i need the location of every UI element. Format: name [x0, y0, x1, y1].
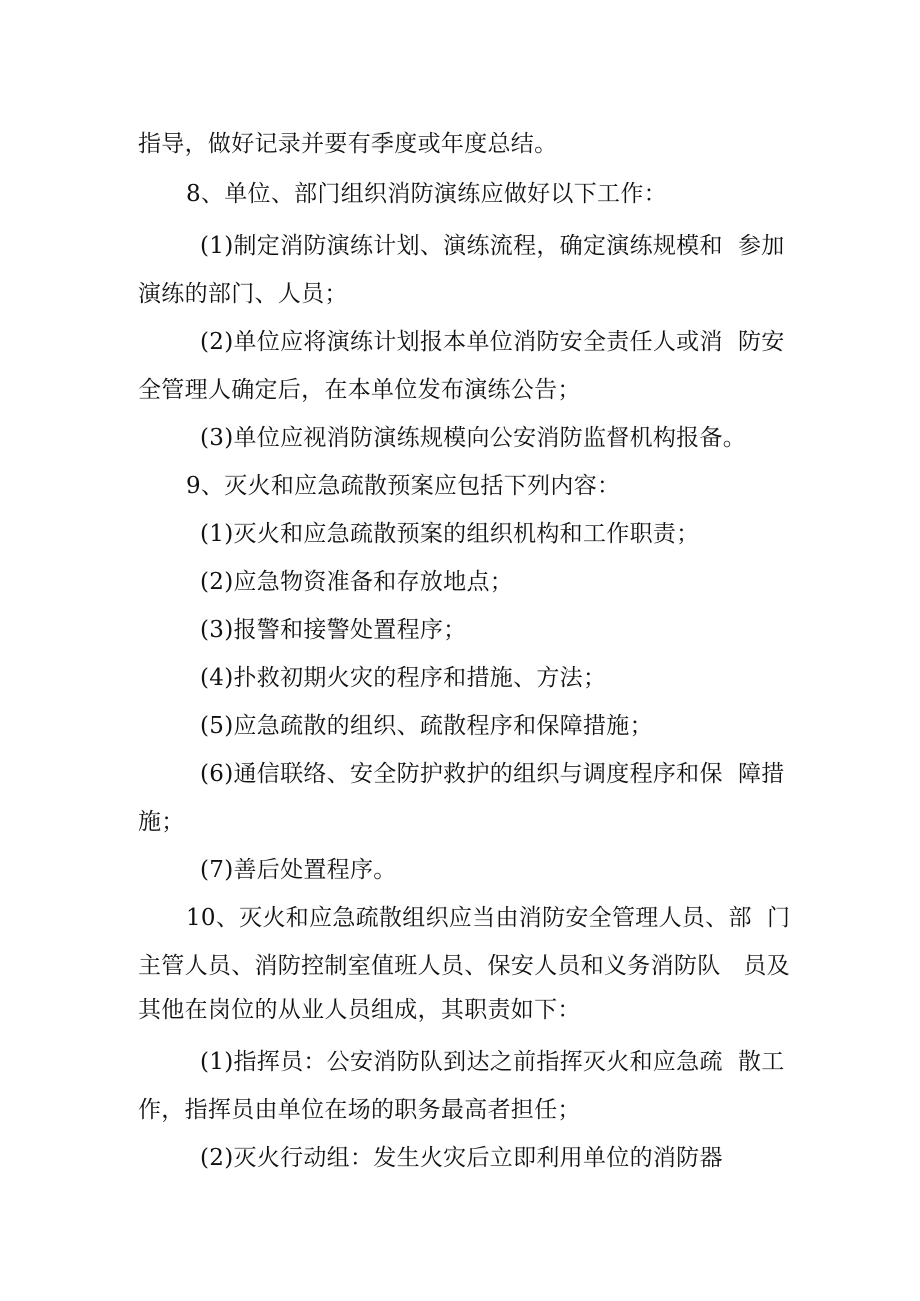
text-line-9: (1)灭火和应急疏散预案的组织机构和工作职责；	[200, 521, 700, 547]
text-line-18: 主管人员、消防控制室值班人员、保安人员和义务消防队 员及	[138, 953, 790, 979]
text-line-13: (5)应急疏散的组织、疏散程序和保障措施；	[200, 713, 653, 739]
text-line-7: (3)单位应视消防演练规模向公安消防监督机构报备。	[200, 425, 747, 451]
text-line-16: (7)善后处置程序。	[200, 857, 397, 883]
text-line-6: 全管理人确定后，在本单位发布演练公告；	[138, 377, 581, 403]
text-line-3: (1)制定消防演练计划、演练流程，确定演练规模和 参加	[200, 233, 785, 259]
text-line-19: 其他在岗位的从业人员组成，其职责如下：	[138, 997, 581, 1023]
text-line-11: (3)报警和接警处置程序；	[200, 617, 467, 643]
text-line-2: 8、单位、部门组织消防演练应做好以下工作：	[186, 181, 667, 207]
text-line-15: 施；	[138, 809, 185, 835]
text-line-8: 9、灭火和应急疏散预案应包括下列内容：	[186, 473, 621, 499]
text-line-14: (6)通信联络、安全防护救护的组织与调度程序和保 障措	[200, 761, 785, 787]
text-line-17: 10、灭火和应急疏散组织应当由消防安全管理人员、部 门	[186, 905, 791, 931]
text-line-5: (2)单位应将演练计划报本单位消防安全责任人或消 防安	[200, 329, 785, 355]
text-line-21: 作，指挥员由单位在场的职务最高者担任；	[138, 1097, 581, 1123]
text-line-22: (2)灭火行动组：发生火灾后立即利用单位的消防器	[200, 1145, 723, 1171]
text-line-12: (4)扑救初期火灾的程序和措施、方法；	[200, 665, 607, 691]
text-line-10: (2)应急物资准备和存放地点；	[200, 569, 514, 595]
text-line-20: (1)指挥员：公安消防队到达之前指挥灭火和应急疏 散工	[200, 1049, 785, 1075]
text-line-1: 指导，做好记录并要有季度或年度总结。	[138, 131, 558, 157]
text-line-4: 演练的部门、人员；	[138, 281, 348, 307]
